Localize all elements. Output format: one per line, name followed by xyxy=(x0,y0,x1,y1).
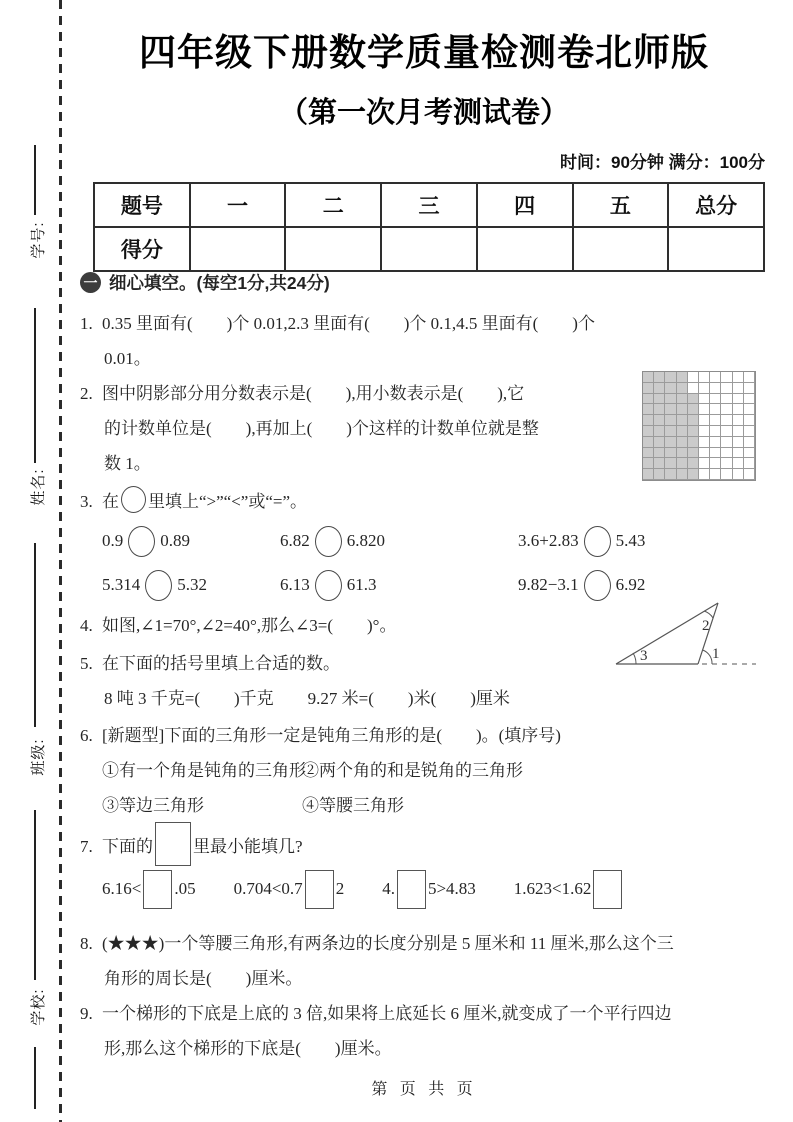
question-line xyxy=(80,822,770,866)
grid-cell xyxy=(744,426,755,437)
grid-cell xyxy=(710,372,721,383)
angle-label-1: 1 xyxy=(712,646,720,662)
grid-cell xyxy=(721,404,732,415)
grid-cell xyxy=(654,372,665,383)
grid-cell xyxy=(643,383,654,394)
cut-dashed-line xyxy=(59,0,62,1122)
question-9 xyxy=(80,996,770,1066)
grid-cell xyxy=(665,394,676,405)
compare-right: 6.820 xyxy=(346,531,385,550)
fill-post: .05 xyxy=(174,879,196,898)
grid-cell xyxy=(699,448,710,459)
question-number: 5. xyxy=(80,654,93,673)
compare-right: 6.92 xyxy=(615,575,646,594)
question-line xyxy=(80,718,770,753)
school-writing-line xyxy=(34,810,36,980)
fill-item xyxy=(382,870,476,909)
question-text: (★★★)一个等腰三角形,有两条边的长度分别是 5 厘米和 11 厘米,那么这个三 xyxy=(102,934,674,953)
question-text: 0.35 里面有( )个 0.01,2.3 里面有( )个 0.1,4.5 里面有( )个 xyxy=(102,314,595,333)
score-cell xyxy=(381,227,477,271)
sidebar-label-school: 学校: xyxy=(30,988,47,1026)
grid-cell xyxy=(699,394,710,405)
grid-cell xyxy=(643,469,654,480)
grid-cell xyxy=(699,372,710,383)
comparison-item xyxy=(280,570,518,601)
grid-cell xyxy=(710,437,721,448)
fill-post: 5>4.83 xyxy=(427,879,476,898)
question-line xyxy=(80,484,770,519)
grid-cell xyxy=(733,426,744,437)
comparison-row xyxy=(102,519,770,563)
grid-cell xyxy=(699,404,710,415)
fill-item xyxy=(102,870,196,909)
grid-cell xyxy=(677,458,688,469)
grid-cell xyxy=(688,372,699,383)
question-text: 一个梯形的下底是上底的 3 倍,如果将上底延长 6 厘米,就变成了一个平行四边 xyxy=(102,1004,672,1023)
score-col-total: 总分 xyxy=(668,183,764,227)
compare-left: 3.6+2.83 xyxy=(518,531,579,550)
fill-box xyxy=(143,870,172,909)
score-col-1: 一 xyxy=(190,183,286,227)
grid-cell xyxy=(643,437,654,448)
grid-cell xyxy=(677,383,688,394)
question-text: 在下面的括号里填上合适的数。 xyxy=(102,654,340,673)
option-1: ①有一个角是钝角的三角形 xyxy=(102,761,306,780)
exam-meta: 时间：90分钟 满分：100分 xyxy=(560,153,765,172)
grid-cell xyxy=(744,469,755,480)
compare-circle-icon xyxy=(584,526,611,557)
grid-cell xyxy=(721,448,732,459)
question-number: 1. xyxy=(80,314,93,333)
sidebar-label-student-id: 学号: xyxy=(30,221,47,259)
grid-cell xyxy=(654,458,665,469)
angle-label-3: 3 xyxy=(640,648,648,664)
name-writing-line xyxy=(34,308,36,463)
question-number: 6. xyxy=(80,726,93,745)
angle-label-2: 2 xyxy=(702,618,710,634)
page-title: 四年级下册数学质量检测卷北师版 xyxy=(139,32,709,73)
grid-cell xyxy=(643,458,654,469)
sidebar-label-name: 姓名: xyxy=(30,468,47,506)
score-cell xyxy=(285,227,381,271)
grid-cell xyxy=(710,404,721,415)
grid-cell xyxy=(688,404,699,415)
question-number: 4. xyxy=(80,616,93,635)
fill-pre: 1.623<1.62 xyxy=(513,879,592,898)
grid-cell xyxy=(688,458,699,469)
grid-cell xyxy=(710,383,721,394)
grid-cell xyxy=(654,415,665,426)
score-table-corner: 题号 xyxy=(94,183,190,227)
compare-left: 0.9 xyxy=(102,531,124,550)
section-1-title: 细心填空。(每空1分,共24分) xyxy=(109,273,330,293)
score-cell xyxy=(190,227,286,271)
question-6 xyxy=(80,718,770,823)
grid-cell xyxy=(699,383,710,394)
score-cell xyxy=(477,227,573,271)
fill-post: 2 xyxy=(335,879,345,898)
score-cell xyxy=(573,227,669,271)
question-text: 如图,∠1=70°,∠2=40°,那么∠3=( )°。 xyxy=(102,616,397,635)
score-col-5: 五 xyxy=(573,183,669,227)
compare-circle-icon xyxy=(315,570,342,601)
grid-cell xyxy=(733,372,744,383)
compare-circle-icon xyxy=(315,526,342,557)
question-line: 角形的周长是( )厘米。 xyxy=(104,969,303,988)
grid-cell xyxy=(688,426,699,437)
compare-left: 9.82−3.1 xyxy=(518,575,579,594)
grid-cell xyxy=(654,426,665,437)
score-row-label: 得分 xyxy=(94,227,190,271)
grid-cell xyxy=(677,372,688,383)
grid-cell xyxy=(710,458,721,469)
grid-cell xyxy=(733,415,744,426)
option-row xyxy=(102,753,770,788)
grid-cell xyxy=(721,415,732,426)
question-line xyxy=(80,996,770,1031)
question-text: [新题型]下面的三角形一定是钝角三角形的是( )。(填序号) xyxy=(102,726,561,745)
grid-cell xyxy=(721,372,732,383)
grid-cell xyxy=(733,437,744,448)
grid-cell xyxy=(721,426,732,437)
fill-box-row xyxy=(102,866,770,912)
grid-cell xyxy=(677,415,688,426)
grid-cell xyxy=(733,383,744,394)
question-number: 2. xyxy=(80,384,93,403)
compare-right: 0.89 xyxy=(160,531,190,550)
fill-box xyxy=(305,870,334,909)
grid-cell xyxy=(733,448,744,459)
grid-cell xyxy=(677,437,688,448)
grid-cell xyxy=(665,415,676,426)
grid-cell xyxy=(665,469,676,480)
compare-right: 5.32 xyxy=(177,575,207,594)
fill-item xyxy=(514,870,625,909)
section-1-badge-icon: 一 xyxy=(80,272,101,293)
score-col-2: 二 xyxy=(285,183,381,227)
question-number: 9. xyxy=(80,1004,93,1023)
option-3: ③等边三角形 xyxy=(102,796,204,815)
grid-cell xyxy=(654,383,665,394)
grid-cell xyxy=(654,469,665,480)
grid-cell xyxy=(699,437,710,448)
comparison-item xyxy=(280,526,518,557)
question-text: 下面的 xyxy=(102,837,153,856)
grid-cell xyxy=(665,383,676,394)
compare-right: 5.43 xyxy=(615,531,646,550)
score-col-4: 四 xyxy=(477,183,573,227)
comparison-item xyxy=(518,526,645,557)
grid-cell xyxy=(688,394,699,405)
grid-cell xyxy=(688,437,699,448)
grid-cell xyxy=(733,404,744,415)
fill-pre: 6.16< xyxy=(102,879,142,898)
score-cell xyxy=(668,227,764,271)
grid-cell xyxy=(643,426,654,437)
question-line xyxy=(80,926,770,961)
grid-cell xyxy=(688,469,699,480)
grid-cell xyxy=(710,394,721,405)
grid-cell xyxy=(699,415,710,426)
page-footer: 第 页 共 页 xyxy=(371,1081,477,1098)
option-2: ②两个角的和是锐角的三角形 xyxy=(302,761,523,780)
grid-cell xyxy=(744,372,755,383)
fill-item xyxy=(234,870,345,909)
grid-cell xyxy=(654,437,665,448)
fill-box xyxy=(397,870,426,909)
fill-box xyxy=(155,822,191,866)
fill-pre: 0.704<0.7 xyxy=(233,879,303,898)
question-line: 形,那么这个梯形的下底是( )厘米。 xyxy=(104,1039,392,1058)
page-subtitle: （第一次月考测试卷） xyxy=(278,97,569,129)
grid-cell xyxy=(688,383,699,394)
grid-cell xyxy=(677,448,688,459)
question-line: 8 吨 3 千克=( )千克 9.27 米=( )米( )厘米 xyxy=(104,689,510,708)
decimal-hundred-grid xyxy=(642,371,756,481)
grid-cell xyxy=(710,469,721,480)
section-1-header xyxy=(80,270,330,295)
grid-cell xyxy=(665,426,676,437)
grid-cell xyxy=(665,458,676,469)
question-line: 数 1。 xyxy=(104,454,151,473)
score-table xyxy=(93,182,765,272)
grid-cell xyxy=(721,383,732,394)
question-text: 里填上“>”“<”或“=”。 xyxy=(148,492,308,511)
grid-cell xyxy=(733,394,744,405)
sidebar-label-class: 班级: xyxy=(30,738,47,776)
question-number: 8. xyxy=(80,934,93,953)
grid-cell xyxy=(744,437,755,448)
grid-cell xyxy=(665,448,676,459)
grid-cell xyxy=(643,394,654,405)
grid-cell xyxy=(677,404,688,415)
compare-left: 5.314 xyxy=(102,575,141,594)
compare-right: 61.3 xyxy=(346,575,377,594)
grid-cell xyxy=(733,469,744,480)
question-3 xyxy=(80,484,770,607)
grid-cell xyxy=(721,469,732,480)
fill-box xyxy=(593,870,622,909)
compare-left: 6.82 xyxy=(280,531,310,550)
question-number: 3. xyxy=(80,492,93,511)
compare-circle-icon xyxy=(121,486,146,513)
student-id-writing-line xyxy=(34,145,36,215)
grid-cell xyxy=(744,448,755,459)
grid-cell xyxy=(643,415,654,426)
grid-cell xyxy=(665,372,676,383)
grid-cell xyxy=(699,426,710,437)
grid-cell xyxy=(677,394,688,405)
score-value-row xyxy=(94,227,764,271)
grid-cell xyxy=(710,448,721,459)
grid-cell xyxy=(710,426,721,437)
grid-cell xyxy=(744,458,755,469)
grid-cell xyxy=(643,372,654,383)
grid-cell xyxy=(643,404,654,415)
grid-cell xyxy=(744,415,755,426)
question-line xyxy=(80,646,770,681)
grid-cell xyxy=(721,394,732,405)
grid-cell xyxy=(699,469,710,480)
question-line: 0.01。 xyxy=(104,349,151,368)
option-row xyxy=(102,788,770,823)
grid-cell xyxy=(699,458,710,469)
grid-cell xyxy=(654,448,665,459)
question-line xyxy=(80,306,770,341)
grid-cell xyxy=(677,426,688,437)
comparison-item xyxy=(102,526,280,557)
grid-cell xyxy=(721,458,732,469)
class-writing-line xyxy=(34,543,36,727)
question-1 xyxy=(80,306,770,376)
fill-pre: 4. xyxy=(382,879,395,898)
question-text: 图中阴影部分用分数表示是( ),用小数表示是( ),它 xyxy=(102,384,525,403)
grid-cell xyxy=(643,448,654,459)
grid-cell xyxy=(744,404,755,415)
comparison-item xyxy=(102,570,280,601)
grid-cell xyxy=(654,394,665,405)
question-text: 里最小能填几? xyxy=(193,837,303,856)
grid-cell xyxy=(721,437,732,448)
question-line: 的计数单位是( ),再加上( )个这样的计数单位就是整 xyxy=(104,419,539,438)
compare-circle-icon xyxy=(145,570,172,601)
exam-content xyxy=(78,0,770,1122)
score-col-3: 三 xyxy=(381,183,477,227)
grid-cell xyxy=(744,394,755,405)
grid-cell xyxy=(688,415,699,426)
question-7 xyxy=(80,822,770,912)
grid-cell xyxy=(733,458,744,469)
grid-cell xyxy=(744,383,755,394)
grid-cell xyxy=(665,437,676,448)
question-5 xyxy=(80,646,770,716)
grid-cell xyxy=(665,404,676,415)
question-number: 7. xyxy=(80,837,93,856)
grid-cell xyxy=(688,448,699,459)
grid-cell xyxy=(710,415,721,426)
question-8 xyxy=(80,926,770,996)
score-header-row xyxy=(94,183,764,227)
grid-cell xyxy=(677,469,688,480)
grid-cell xyxy=(654,404,665,415)
compare-left: 6.13 xyxy=(280,575,310,594)
option-4: ④等腰三角形 xyxy=(302,796,404,815)
bottom-writing-line xyxy=(34,1047,36,1109)
question-text: 在 xyxy=(102,492,119,511)
compare-circle-icon xyxy=(128,526,155,557)
